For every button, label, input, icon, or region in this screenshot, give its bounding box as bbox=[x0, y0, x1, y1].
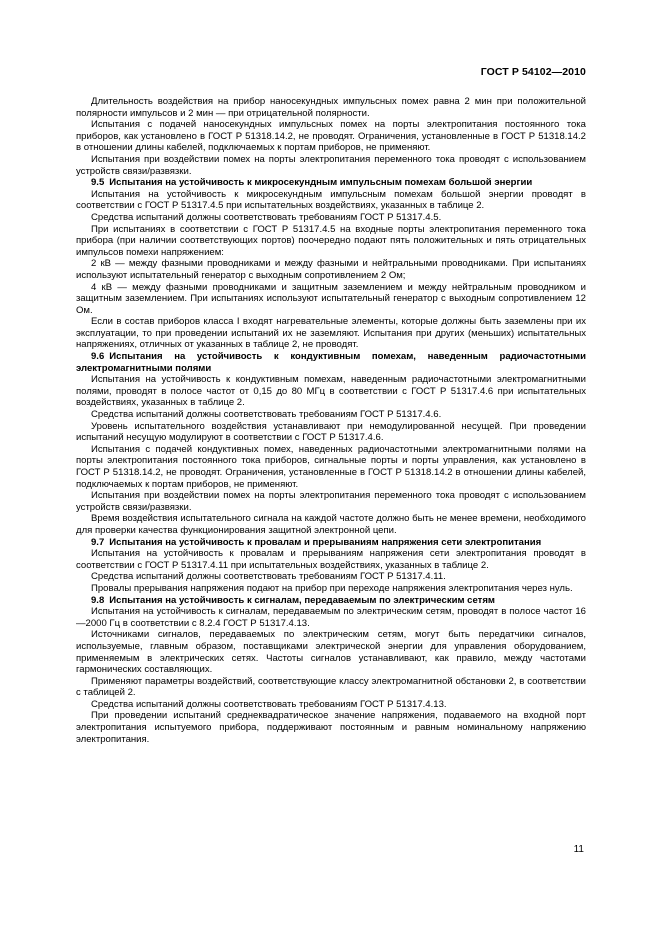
document-code-header: ГОСТ Р 54102—2010 bbox=[480, 66, 586, 78]
section-number: 9.5 bbox=[91, 177, 105, 189]
paragraph: Время воздействия испытательного сигнала на каждой частоте должно быть не менее времени, необходимого для проверки качества функционирования защитной электронной цепи. bbox=[76, 513, 586, 536]
paragraph: Длительность воздействия на прибор наносекундных импульсных помех равна 2 мин при положительной полярности импульсов и 2 мин — при отрицательной полярности. bbox=[76, 96, 586, 119]
paragraph: Уровень испытательного воздействия устанавливают при немодулированной несущей. При проведении испытаний несущую модулируют в соответствии с ГОСТ Р 51317.4.6. bbox=[76, 420, 586, 444]
section-number: 9.8 bbox=[91, 594, 105, 606]
section-number: 9.7 bbox=[91, 536, 105, 548]
section-heading-9-6 bbox=[76, 351, 586, 374]
paragraph: Источниками сигналов, передаваемых по электрическим сетям, могут быть передатчики сигналов, используемые, главным образом, поставщиками электрической энергии для управления оборудованием, применяемым в электрических сетях. Частоты сигналов устанавливают, как правило, между частотами гармонических составляющих. bbox=[76, 629, 586, 676]
paragraph: Испытания на устойчивость к провалам и прерываниям напряжения сети электропитания проводят в соответствии с ГОСТ Р 51317.4.11 при испытательных воздействиях, указанных в таблице 2. bbox=[76, 548, 586, 571]
paragraph: Испытания при воздействии помех на порты электропитания переменного тока проводят с использованием устройств связи/развязки. bbox=[76, 153, 586, 177]
paragraph: Испытания на устойчивость к сигналам, передаваемым по электрическим сетям, проводят в полосе частот 16—2000 Гц в соответствии с 8.2.4 ГОСТ Р 51317.4.13. bbox=[76, 606, 586, 629]
section-heading-9-5 bbox=[76, 177, 586, 189]
section-heading-9-8 bbox=[76, 595, 586, 607]
paragraph: При проведении испытаний среднеквадратическое значение напряжения, подаваемого на входной порт электропитания испытуемого прибора, поддерживают постоянным и равным номинальному напряжению электропитания. bbox=[76, 710, 586, 745]
paragraph: Средства испытаний должны соответствовать требованиям ГОСТ Р 51317.4.11. bbox=[91, 571, 446, 583]
paragraph: Средства испытаний должны соответствовать требованиям ГОСТ Р 51317.4.13. bbox=[91, 698, 447, 710]
paragraph: Испытания с подачей наносекундных импульсных помех на порты электропитания постоянного тока приборов, как установлено в ГОСТ Р 51318.14.2, не проводят. Ограничения, установленные в ГОСТ Р 51318.14.2 в отношении длины кабелей, подключаемых к портам приборов, не применяют. bbox=[76, 119, 586, 154]
page-number: 11 bbox=[573, 844, 584, 855]
section-title: Испытания на устойчивость к микросекундным импульсным помехам большой энергии bbox=[109, 177, 533, 189]
section-number: 9.6 bbox=[91, 351, 105, 363]
section-heading-9-7 bbox=[76, 537, 586, 549]
section-title: Испытания на устойчивость к провалам и прерываниям напряжения сети электропитания bbox=[109, 536, 542, 548]
paragraph: Испытания с подачей кондуктивных помех, наведенных радиочастотными электромагнитными полями на порты электропитания постоянного тока приборов, сигнальные порты и порты управления, как установлено в ГОСТ Р 51318.14.2, не проводят. Ограничения, установленные в ГОСТ Р 51318.14.2 в отношении длины кабелей, подключаемых к портам приборов, не применяют. bbox=[76, 443, 586, 490]
paragraph: Если в состав приборов класса I входят нагревательные элементы, которые должны быть заземлены при их эксплуатации, то при проведении испытаний их не заземляют. Испытания при других (меньших) испытательных напряжениях, отличных от указанных в таблице 2, не проводят. bbox=[76, 316, 586, 351]
paragraph: Средства испытаний должны соответствовать требованиям ГОСТ Р 51317.4.6. bbox=[91, 409, 442, 421]
paragraph: 2 кВ — между фазными проводниками и между фазными и нейтральными проводниками. При испытаниях используют испытательный генератор с выходным сопротивлением 2 Ом; bbox=[76, 258, 586, 281]
section-title: Испытания на устойчивость к сигналам, передаваемым по электрическим сетям bbox=[109, 594, 495, 606]
section-title: Испытания на устойчивость к кондуктивным помехам, наведенным радиочастотными электромагнитными полями bbox=[76, 351, 586, 374]
paragraph: 4 кВ — между фазными проводниками и защитным заземлением и между нейтральным проводником и защитным заземлением. При испытаниях используют испытательный генератор с выходным сопротивлением 12 Ом. bbox=[76, 281, 586, 316]
document-body bbox=[76, 96, 586, 745]
paragraph: Испытания на устойчивость к микросекундным импульсным помехам большой энергии проводят в соответствии с ГОСТ Р 51317.4.5 при испытательных воздействиях, указанных в таблице 2. bbox=[76, 188, 586, 212]
paragraph: Провалы прерывания напряжения подают на прибор при переходе напряжения электропитания через нуль. bbox=[91, 582, 573, 594]
paragraph: Испытания при воздействии помех на порты электропитания переменного тока проводят с использованием устройств связи/развязки. bbox=[76, 490, 586, 513]
paragraph: При испытаниях в соответствии с ГОСТ Р 51317.4.5 на входные порты электропитания переменного тока прибора (при наличии соответствующих портов) поочередно подают пять положительных и пять отрицательных импульсов помехи напряжением: bbox=[76, 223, 586, 258]
paragraph: Средства испытаний должны соответствовать требованиям ГОСТ Р 51317.4.5. bbox=[91, 211, 442, 223]
paragraph: Применяют параметры воздействий, соответствующие классу электромагнитной обстановки 2, в соответствии с таблицей 2. bbox=[76, 675, 586, 699]
paragraph: Испытания на устойчивость к кондуктивным помехам, наведенным радиочастотными электромагнитными полями, проводят в полосе частот от 0,15 до 80 МГц в соответствии с ГОСТ Р 51317.4.6 при испытательных воздействиях, указанных в таблице 2. bbox=[76, 374, 586, 409]
